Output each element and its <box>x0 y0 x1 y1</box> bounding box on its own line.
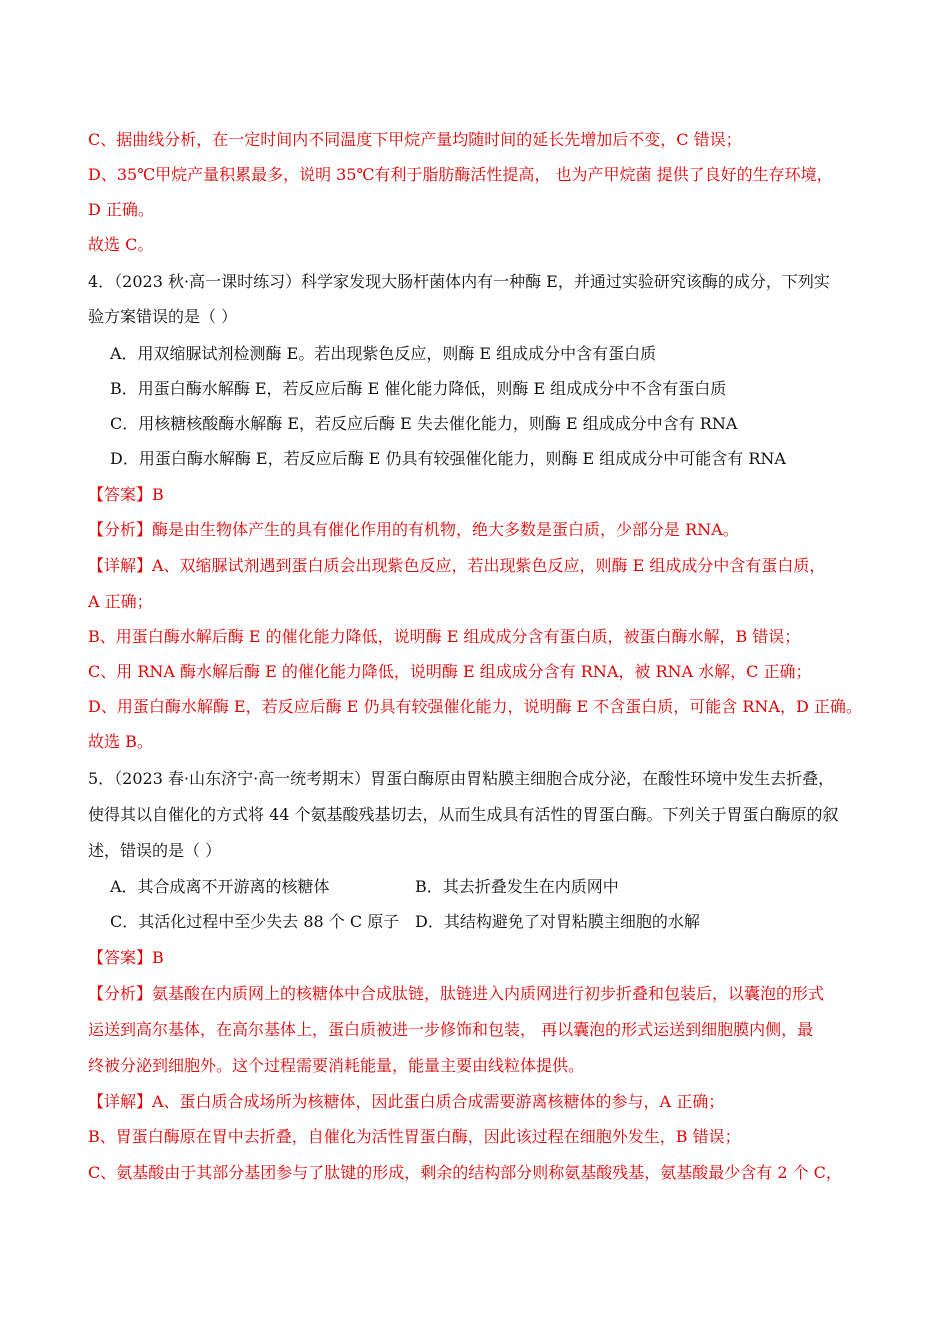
q4-option-d: D．用蛋白酶水解酶 E，若反应后酶 E 仍具有较强催化能力，则酶 E 组成成分中可能含有 RNA <box>110 449 786 468</box>
q5-stem-line1: 5．（2023 春·山东济宁·高一统考期末）胃蛋白酶原由胃粘膜主细胞合成分泌，在酸性环境中发生去折叠， <box>88 769 835 788</box>
q3-option-d-conclusion: D 正确。 <box>88 200 154 219</box>
q4-stem-line1: 4．（2023 秋·高一课时练习）科学家发现大肠杆菌体内有一种酶 E，并通过实验研究该酶的成分，下列实 <box>88 272 830 291</box>
q5-option-a: A．其合成离不开游离的核糖体 <box>110 877 330 896</box>
q5-option-d: D．其结构避免了对胃粘膜主细胞的水解 <box>415 912 700 931</box>
q3-option-d-explanation: D、35℃甲烷产量积累最多，说明 35℃有利于脂肪酶活性提高， 也为产甲烷菌 提供了良好的生存环境， <box>88 165 833 184</box>
q4-option-c: C．用核糖核酸酶水解酶 E，若反应后酶 E 失去催化能力，则酶 E 组成成分中含有 RNA <box>110 414 738 433</box>
q4-final-choice: 故选 B。 <box>88 732 153 751</box>
q5-detail-line1: 【详解】A、蛋白质合成场所为核糖体，因此蛋白质合成需要游离核糖体的参与，A 正确； <box>88 1092 725 1111</box>
q4-detail-line5: D、用蛋白酶水解酶 E，若反应后酶 E 仍具有较强催化能力，说明酶 E 不含蛋白质，可能含 RNA，D 正确。 <box>88 697 862 716</box>
q4-option-a: A．用双缩脲试剂检测酶 E。若出现紫色反应，则酶 E 组成成分中含有蛋白质 <box>110 344 657 363</box>
q3-option-c-explanation: C、据曲线分析，在一定时间内不同温度下甲烷产量均随时间的延长先增加后不变，C 错误； <box>88 130 742 149</box>
q5-stem-line2: 使得其以自催化的方式将 44 个氨基酸残基切去，从而生成具有活性的胃蛋白酶。下列关于胃蛋白酶原的叙 <box>88 805 839 824</box>
q5-analysis-line3: 终被分泌到细胞外。这个过程需要消耗能量，能量主要由线粒体提供。 <box>88 1056 585 1075</box>
q4-stem-line2: 验方案错误的是（ ） <box>88 307 238 326</box>
q4-detail-line1: 【详解】A、双缩脲试剂遇到蛋白质会出现紫色反应，若出现紫色反应，则酶 E 组成成分中含有蛋白质， <box>88 556 826 575</box>
q4-answer: 【答案】B <box>88 485 164 504</box>
q5-answer: 【答案】B <box>88 948 164 967</box>
q5-analysis-line1: 【分析】氨基酸在内质网上的核糖体中合成肽链，肽链进入内质网进行初步折叠和包装后，以囊泡的形式 <box>88 984 825 1003</box>
q5-option-c: C．其活化过程中至少失去 88 个 C 原子 <box>110 912 400 931</box>
q4-detail-line3: B、用蛋白酶水解后酶 E 的催化能力降低，说明酶 E 组成成分含有蛋白质，被蛋白酶水解，B 错误； <box>88 627 801 646</box>
q5-analysis-line2: 运送到高尔基体，在高尔基体上，蛋白质被进一步修饰和包装， 再以囊泡的形式运送到细胞膜内侧，最 <box>88 1020 814 1039</box>
q4-detail-line4: C、用 RNA 酶水解后酶 E 的催化能力降低，说明酶 E 组成成分含有 RNA，被 RNA 水解，C 正确； <box>88 662 812 681</box>
q4-analysis: 【分析】酶是由生物体产生的具有催化作用的有机物，绝大多数是蛋白质，少部分是 RNA。 <box>88 520 739 539</box>
q5-detail-line2: B、胃蛋白酶原在胃中去折叠，自催化为活性胃蛋白酶，因此该过程在细胞外发生，B 错误； <box>88 1127 741 1146</box>
q3-final-choice: 故选 C。 <box>88 235 154 254</box>
q5-stem-line3: 述，错误的是（ ） <box>88 841 222 860</box>
q4-detail-line2: A 正确； <box>88 592 153 611</box>
q5-option-b: B．其去折叠发生在内质网中 <box>415 877 619 896</box>
q4-option-b: B．用蛋白酶水解酶 E，若反应后酶 E 催化能力降低，则酶 E 组成成分中不含有蛋白质 <box>110 379 727 398</box>
q5-detail-line3: C、氨基酸由于其部分基团参与了肽键的形成，剩余的结构部分则称氨基酸残基，氨基酸最少含有 2 个 C， <box>88 1163 842 1182</box>
